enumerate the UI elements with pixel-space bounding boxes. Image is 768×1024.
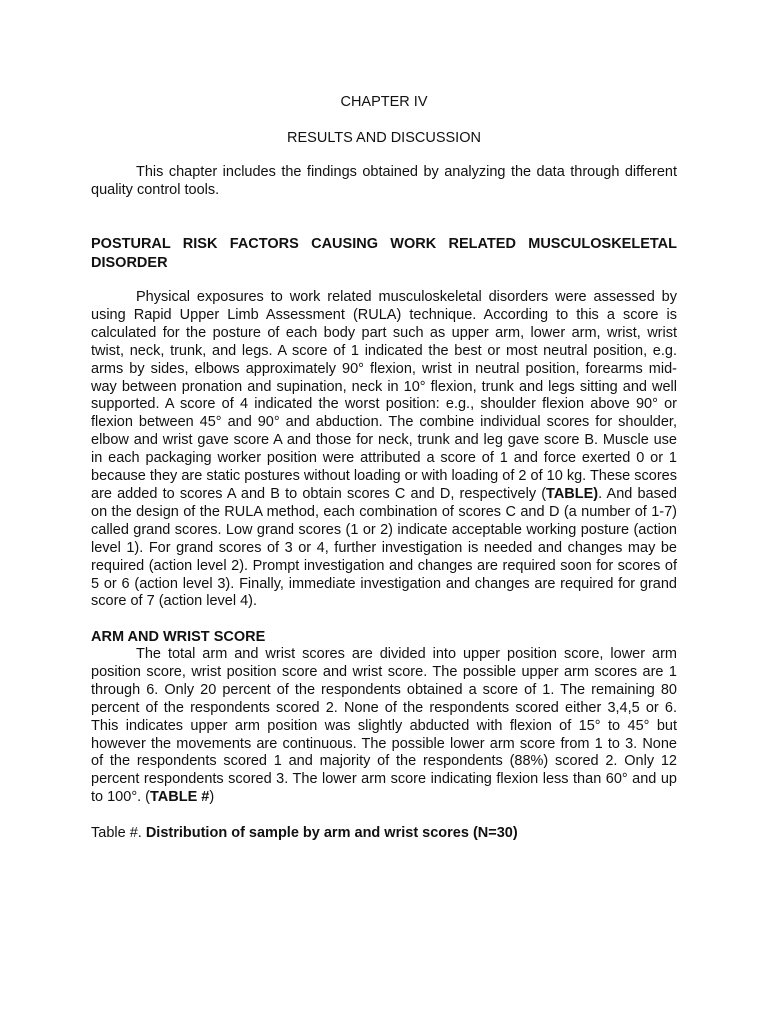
postural-paragraph-text-2: . And based on the design of the RULA method, each combination of scores C and D (a number of 1-7) called grand scores. Low grand scores (1 or 2) indicate acceptable working posture (action level 1). For grand scores of 3 or 4, further investigation is needed and changes may be required (action level 2). Prompt investigation and changes are required soon for scores of 5 or 6 (action level 3). Finally, immediate investigation and changes are required for grand score of 7 (action level 4). (91, 485, 677, 610)
intro-paragraph: This chapter includes the findings obtained by analyzing the data through different quality control tools. (91, 164, 677, 198)
chapter-title: RESULTS AND DISCUSSION (287, 130, 481, 146)
postural-section-heading: POSTURAL RISK FACTORS CAUSING WORK RELATED MUSCULOSKELETAL DISORDER (91, 236, 677, 271)
postural-paragraph-text-1: Physical exposures to work related musculoskeletal disorders were assessed by using Rapid Upper Limb Assessment (RULA) technique. According to this a score is calculated for the posture of each body part such as upper arm, lower arm, wrist, wrist twist, neck, trunk, and legs. A score of 1 indicated the best or most neutral position, e.g. arms by sides, elbows approximately 90° flexion, wrist in neutral position, forearms mid-way between pronation and supination, neck in 10° flexion, trunk and legs sitting and well supported. A score of 4 indicated the worst position: e.g., shoulder flexion above 90° or flexion between 45° and 90° and abduction. The combine individual scores for shoulder, elbow and wrist gave score A and those for neck, trunk and leg gave score B. Muscle use in each packaging worker position were attributed a score of 1 and force exerted 0 or 1 because they are static postures without loading or with loading of 2 of 10 kg. These scores are added to scores A and B to obtain scores C and D, respectively ( (91, 289, 677, 502)
arm-wrist-table-reference: TABLE # (150, 789, 210, 806)
arm-wrist-section-heading: ARM AND WRIST SCORE (91, 629, 266, 645)
chapter-number: CHAPTER IV (340, 94, 428, 110)
arm-wrist-paragraph-text-2: ) (209, 789, 215, 806)
postural-paragraph (91, 289, 677, 611)
table-caption (91, 824, 677, 842)
table-caption-title: Distribution of sample by arm and wrist scores (N=30) (145, 825, 518, 841)
arm-wrist-paragraph (91, 646, 677, 807)
table-caption-prefix: Table #. (91, 825, 146, 841)
arm-wrist-paragraph-text-1: The total arm and wrist scores are divided into upper position score, lower arm position score, wrist position score and wrist score. The possible upper arm scores are 1 through 6. Only 20 percent of the respondents obtained a score of 1. The remaining 80 percent of the respondents scored 2. None of the respondents scored either 3,4,5 or 6. This indicates upper arm position was slightly abducted with flexion of 15° to 45° but however the movements are continuous. The possible lower arm score from 1 to 3. None of the respondents scored 1 and majority of the respondents (88%) scored 2. Only 12 percent respondents scored 3. The lower arm score indicating flexion less than 60° and up to 100°. ( (91, 646, 677, 806)
postural-table-reference: TABLE) (546, 485, 599, 502)
